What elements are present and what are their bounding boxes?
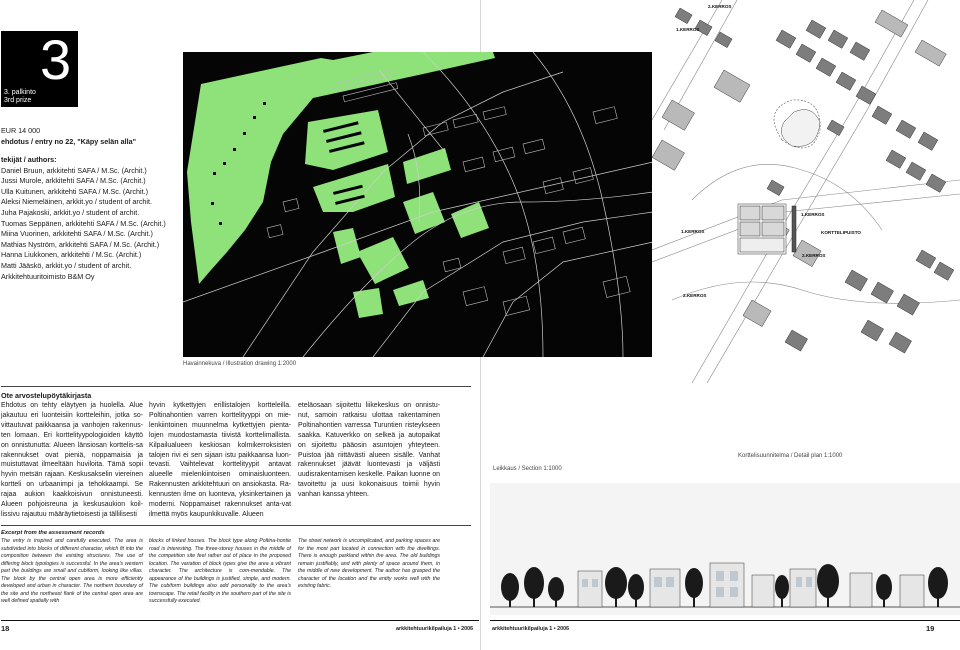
plan-label: 2.KERROS [708, 4, 732, 9]
assessment-col-3: eteläosaan sijoitettu liikekeskus on onnistu-nut, samoin ratkaisu ulottaa rakentaminen Poltinahontien varressa Turuntien risteykseen saakka. Katuverkko on selkeä ja autopaikat on sijoitettu pääosin asuntojen yhteyteen. Puistoa jää riittävästi alueen sisälle. Vanhat rakennukset jäävät luontevasti ja väljästi uudisrakentamisen keskelle. Paikan luonne on tavoitettu ja uusi kokonaisuus toimii hyvin vanhan kanssa yhteen. [298, 402, 440, 499]
plan-label: 2.KERROS [683, 293, 707, 298]
section-graphic [490, 483, 960, 615]
author-line: Juha Pajakoski, arkkit.yo / student of archit. [1, 207, 140, 217]
plan-label: 1.KERROS [681, 229, 705, 234]
excerpt-heading: Excerpt from the assessment records [1, 530, 105, 536]
prize-badge [1, 28, 78, 107]
section-drawing [490, 483, 960, 615]
authors-heading: tekijät / authors: [1, 155, 57, 164]
plan-label: 2.KERROS [802, 253, 826, 258]
author-line: Mathias Nyström, arkkitehti SAFA / M.Sc. (Archit.) [1, 239, 160, 249]
assessment-heading: Ote arvostelupöytäkirjasta [1, 391, 92, 400]
authors-block [1, 155, 166, 282]
assessment-col-1: Ehdotus on tehty eläytyen ja huolella. Alue jakautuu eri luonteisiin kortteleihin, jotka so-vittautuvat paikkaansa ja vanhojen rakennus-ten lomaan. Eri korttelityypologioiden käyttö on onnistunutta: Alueen länsiosan korttelis-sa rakennukset ovat pieniä, noppamaisia ja muistuttavat ilmeeltään huviloita. Tämä sopii hyvin metsän rajaan. Keskusakselin viereinen kortteli on urbaanimpi ja tehokkaampi. Se rajaa aukion kaakkoisivun onnistuneesti. Alueen pohjoisreuna ja keskusaukion koil-lissivu rajautuu määräytietoisesti ja tällilisesti [1, 402, 143, 518]
prize-label-fi: 3. palkinto [4, 89, 36, 96]
section-caption: Leikkaus / Section 1:1000 [493, 466, 562, 472]
author-line: Ulla Kuitunen, arkkitehti SAFA / M.Sc. (Archit.) [1, 186, 148, 196]
site-plan-graphic [183, 52, 653, 357]
award-amount: EUR 14 000 [1, 126, 41, 135]
footer-rule [490, 620, 960, 621]
award-info [1, 126, 136, 147]
author-line: Tuomas Seppänen, arkkitehti SAFA / M.Sc. (Archit.) [1, 218, 166, 228]
footer-rule [1, 620, 479, 621]
page-number-right: 19 [926, 624, 935, 633]
divider [1, 386, 471, 387]
page-number-left: 18 [1, 624, 10, 633]
author-line: Jussi Murole, arkkitehti SAFA / M.Sc. (Archit.) [1, 176, 146, 186]
prize-label-en: 3rd prize [4, 97, 32, 104]
author-line: Hanna Liukkonen, arkkitehti / M.Sc. (Archit.) [1, 250, 142, 260]
illustration-caption: Havainnekuva / Illustration drawing 1:2000 [183, 361, 297, 367]
plan-label: KORTTELIPUISTO [821, 230, 861, 235]
assessment-col-2: hyvin kytkettyjen erillistalojen kortteleilla. Poltinahontien varren korttelityyppi on mie-lenkiintoinen muunnelma kytkettyjen pienta-lojen muodostamasta tiivistä korttelimallista. Kilpailualueen keskiosan kolmikerroksisten talojen rivi ei sen sijaan istu paikkaansa luon-tevasti. Vaihtelevat korttelityypit antavat alueelle mielenkiintoisen ominaisluonteen. Rakennusten arkkitehtuuri on ansiokasta. Ra-kennusten ilme on luonteva, yksinkertainen ja moderni. Noppamaiset rakennukset anta-vat ilmettä myös kaupunkikuvalle. Alueen [149, 402, 291, 518]
prize-number: 3 [40, 28, 70, 91]
author-line: Daniel Bruun, arkkitehti SAFA / M.Sc. (Archit.) [1, 165, 147, 175]
plan-label: 1.KERROS [676, 27, 700, 32]
excerpt-col-1: The entry is inspired and carefully executed. The area is subdivided into blocks of different character, which fit into the composition between the existing structures. The use of differing block typologies is successful. In the area's western part the buildings are small and cubiform, looking like villas. The block by the central open area is more efficiently developed and urban in character. The northern boundary of the site and the northeast flank of the central open area are well defined spatially with [1, 538, 143, 604]
detail-caption: Korttelisuunnitelma / Detail plan 1:1000 [738, 453, 843, 459]
author-line: Matti Jääskö, arkkit.yo / student of archit. [1, 260, 132, 270]
prize-label [4, 89, 36, 105]
author-line: Arkkitehtuuritoimisto B&M Oy [1, 271, 95, 281]
divider [1, 525, 471, 526]
detail-plan [652, 0, 960, 383]
plan-label: 1.KERROS [801, 212, 825, 217]
excerpt-col-3: The street network is uncomplicated, and parking spaces are for the most part located in connection with the dwellings. There is enough parkland within the area. The old buildings remain justifiably, and with plenty of space around them, in the middle of new development. The author has grasped the character of the location and the entity works well with the existing fabric. [298, 538, 440, 589]
illustration-drawing [183, 52, 653, 357]
author-line: Aleksi Niemeläinen, arkkit.yo / student of archit. [1, 197, 153, 207]
excerpt-col-2: blocks of linked houses. The block type along Poltina-hontie road is interesting. The three-storey houses in the middle of the competition site feel rather out of place in the proposed location. The variation of block types give the area a vibrant character. The architecture is com-mendable. The appearance of the buildings is justified, simple, and modern. The cubiform buildings also add personality to the area's townscape. The retail facility in the southern part of the site is successfully executed. [149, 538, 291, 604]
author-line: Miina Vuorinen, arkkitehti SAFA / M.Sc. (Archit.) [1, 229, 153, 239]
magazine-title-right: arkkitehtuurikilpailuja 1 • 2006 [492, 626, 570, 632]
entry-title: ehdotus / entry no 22, "Käpy selän alla" [1, 136, 137, 146]
detail-plan-graphic [652, 0, 960, 383]
magazine-title-left: arkkitehtuurikilpailuja 1 • 2006 [396, 626, 474, 632]
